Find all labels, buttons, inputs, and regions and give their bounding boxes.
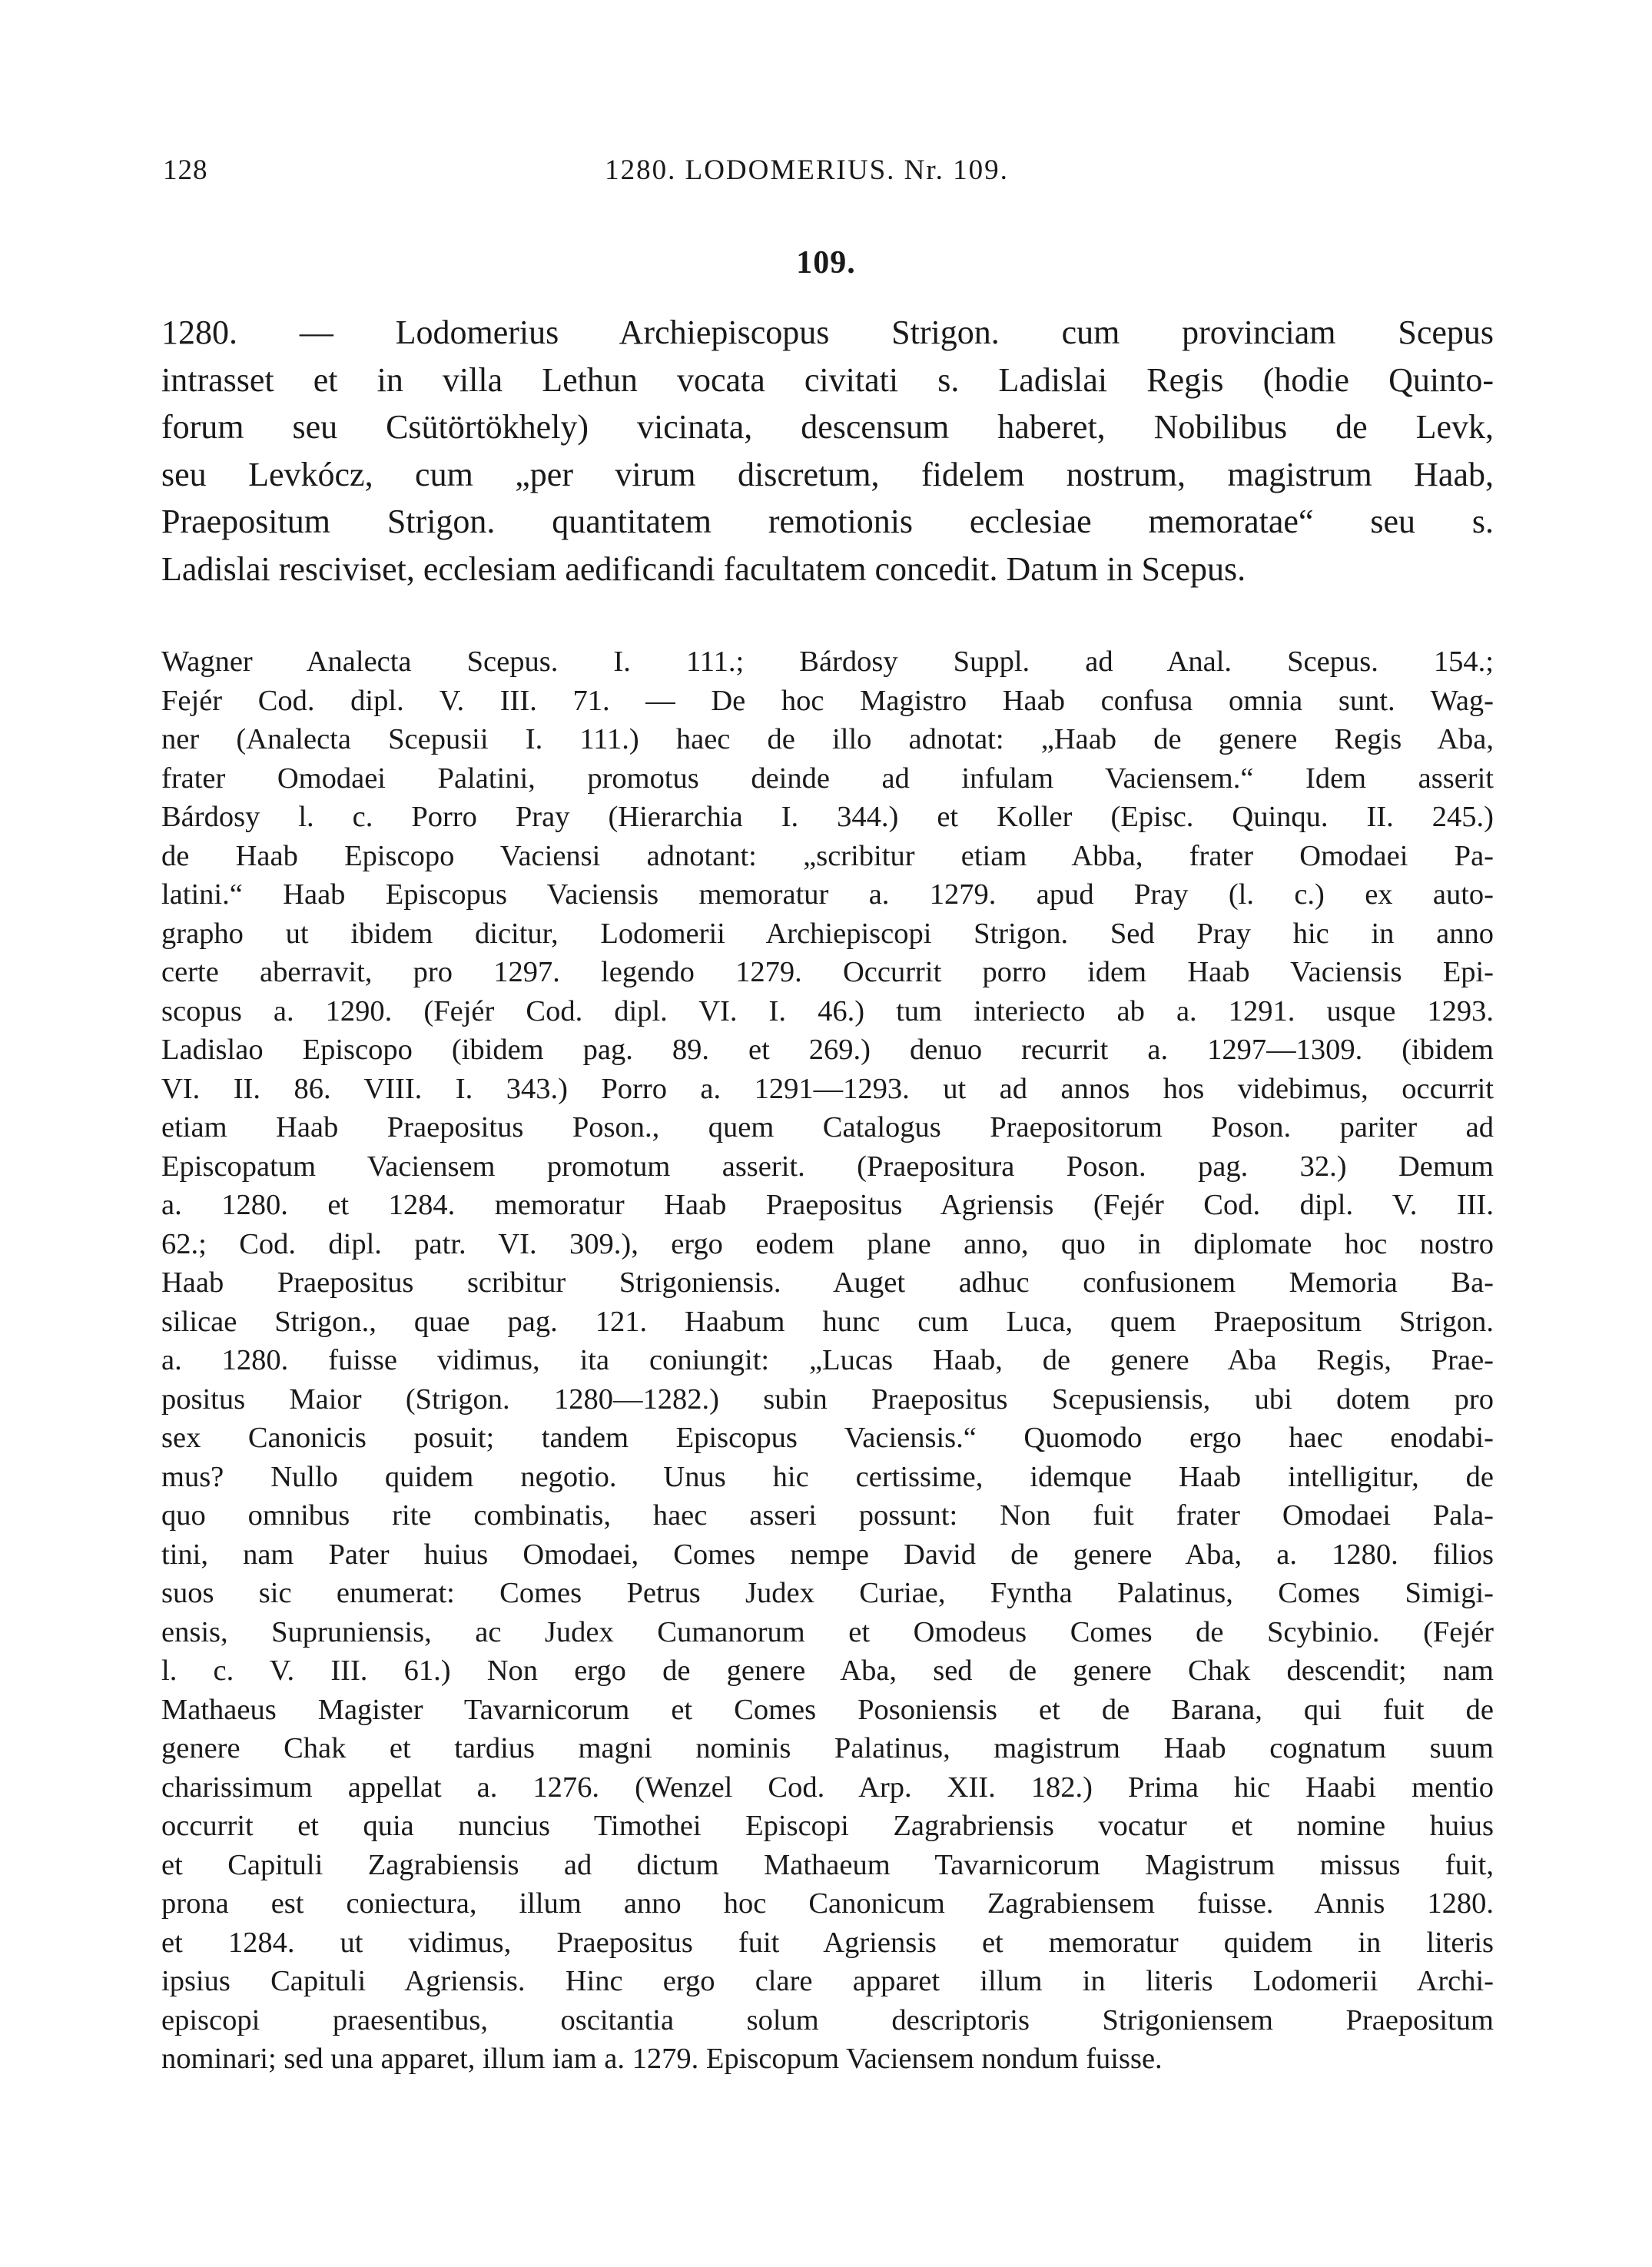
commentary-line: l. c. V. III. 61.) Non ergo de genere Aba, sed de genere Chak descendit; nam	[161, 1655, 1494, 1687]
regest-line: intrasset et in villa Lethun vocata civitati s. Ladislai Regis (hodie Quinto-	[161, 360, 1494, 399]
commentary-line: Mathaeus Magister Tavarnicorum et Comes Posoniensis et de Barana, qui fuit de	[161, 1693, 1494, 1726]
commentary-line: certe aberravit, pro 1297. legendo 1279. Occurrit porro idem Haab Vaciensis Epi-	[161, 956, 1494, 988]
commentary-paragraph	[161, 642, 1494, 2079]
commentary-line: occurrit et quia nuncius Timothei Episcopi Zagrabriensis vocatur et nomine huius	[161, 1810, 1494, 1842]
commentary-line: ipsius Capituli Agriensis. Hinc ergo clare apparet illum in literis Lodomerii Archi-	[161, 1965, 1494, 1997]
commentary-line: a. 1280. fuisse vidimus, ita coniungit: „Lucas Haab, de genere Aba Regis, Prae-	[161, 1344, 1494, 1376]
regest-paragraph	[161, 309, 1494, 592]
commentary-line: charissimum appellat a. 1276. (Wenzel Cod. Arp. XII. 182.) Prima hic Haabi mentio	[161, 1771, 1494, 1804]
commentary-line: de Haab Episcopo Vaciensi adnotant: „scribitur etiam Abba, frater Omodaei Pa-	[161, 839, 1494, 872]
commentary-line: et 1284. ut vidimus, Praepositus fuit Agriensis et memoratur quidem in literis	[161, 1926, 1494, 1959]
commentary-line: suos sic enumerat: Comes Petrus Judex Curiae, Fyntha Palatinus, Comes Simigi-	[161, 1577, 1494, 1609]
regest-line: Praepositum Strigon. quantitatem remotionis ecclesiae memoratae“ seu s.	[161, 503, 1494, 540]
commentary-line: mus? Nullo quidem negotio. Unus hic certissime, idemque Haab intelligitur, de	[161, 1460, 1494, 1493]
commentary-line: episcopi praesentibus, oscitantia solum descriptoris Strigoniensem Praepositum	[161, 2003, 1494, 2036]
commentary-line: ner (Analecta Scepusii I. 111.) haec de illo adnotat: „Haab de genere Regis Aba,	[161, 723, 1494, 755]
running-title: 1280. LODOMERIUS. Nr. 109.	[605, 154, 1009, 186]
document-number: 109.	[796, 245, 856, 280]
page-number: 128	[163, 154, 208, 186]
commentary-line: Ladislao Episcopo (ibidem pag. 89. et 269.) denuo recurrit a. 1297—1309. (ibidem	[161, 1034, 1494, 1066]
commentary-line: nominari; sed una apparet, illum iam a. 1279. Episcopum Vaciensem nondum fuisse.	[161, 2043, 1163, 2075]
commentary-line: scopus a. 1290. (Fejér Cod. dipl. VI. I. 46.) tum interiecto ab a. 1291. usque 1293.	[161, 994, 1494, 1027]
regest-line: Ladislai resciviset, ecclesiam aedificandi facultatem concedit. Datum in Scepus.	[161, 549, 1246, 588]
commentary-line: prona est coniectura, illum anno hoc Canonicum Zagrabiensem fuisse. Annis 1280.	[161, 1887, 1494, 1920]
commentary-line: et Capituli Zagrabiensis ad dictum Mathaeum Tavarnicorum Magistrum missus fuit,	[161, 1848, 1494, 1881]
commentary-line: latini.“ Haab Episcopus Vaciensis memoratur a. 1279. apud Pray (l. c.) ex auto-	[161, 878, 1494, 911]
commentary-line: etiam Haab Praepositus Poson., quem Catalogus Praepositorum Poson. pariter ad	[161, 1111, 1494, 1143]
commentary-line: Fejér Cod. dipl. V. III. 71. — De hoc Magistro Haab confusa omnia sunt. Wag-	[161, 684, 1494, 717]
commentary-line: Episcopatum Vaciensem promotum asserit. (Praepositura Poson. pag. 32.) Demum	[161, 1150, 1494, 1183]
commentary-line: Bárdosy l. c. Porro Pray (Hierarchia I. 344.) et Koller (Episc. Quinqu. II. 245.)	[161, 801, 1494, 833]
commentary-line: grapho ut ibidem dicitur, Lodomerii Archiepiscopi Strigon. Sed Pray hic in anno	[161, 917, 1494, 950]
regest-line: 1280. — Lodomerius Archiepiscopus Strigon. cum provinciam Scepus	[161, 314, 1494, 351]
commentary-line: positus Maior (Strigon. 1280—1282.) subin Praepositus Scepusiensis, ubi dotem pro	[161, 1382, 1494, 1416]
commentary-line: Haab Praepositus scribitur Strigoniensis. Auget adhuc confusionem Memoria Ba-	[161, 1266, 1494, 1299]
commentary-line: quo omnibus rite combinatis, haec asseri possunt: Non fuit frater Omodaei Pala-	[161, 1499, 1494, 1532]
commentary-line: Wagner Analecta Scepus. I. 111.; Bárdosy Suppl. ad Anal. Scepus. 154.;	[161, 646, 1494, 678]
regest-line: seu Levkócz, cum „per virum discretum, fidelem nostrum, magistrum Haab,	[161, 455, 1494, 493]
regest-line: forum seu Csütörtökhely) vicinata, descensum haberet, Nobilibus de Levk,	[161, 408, 1494, 446]
commentary-line: 62.; Cod. dipl. patr. VI. 309.), ergo eodem plane anno, quo in diplomate hoc nostro	[161, 1227, 1494, 1260]
commentary-line: genere Chak et tardius magni nominis Palatinus, magistrum Haab cognatum suum	[161, 1732, 1494, 1764]
commentary-line: a. 1280. et 1284. memoratur Haab Praepositus Agriensis (Fejér Cod. dipl. V. III.	[161, 1189, 1494, 1221]
commentary-line: silicae Strigon., quae pag. 121. Haabum hunc cum Luca, quem Praepositum Strigon.	[161, 1305, 1494, 1338]
commentary-line: ensis, Supruniensis, ac Judex Cumanorum et Omodeus Comes de Scybinio. (Fejér	[161, 1615, 1494, 1648]
commentary-line: VI. II. 86. VIII. I. 343.) Porro a. 1291—1293. ut ad annos hos videbimus, occurrit	[161, 1072, 1494, 1105]
commentary-line: sex Canonicis posuit; tandem Episcopus Vaciensis.“ Quomodo ergo haec enodabi-	[161, 1422, 1494, 1454]
commentary-line: tini, nam Pater huius Omodaei, Comes nempe David de genere Aba, a. 1280. filios	[161, 1538, 1494, 1571]
page-header	[0, 154, 1652, 200]
commentary-line: frater Omodaei Palatini, promotus deinde ad infulam Vaciensem.“ Idem asserit	[161, 762, 1494, 795]
